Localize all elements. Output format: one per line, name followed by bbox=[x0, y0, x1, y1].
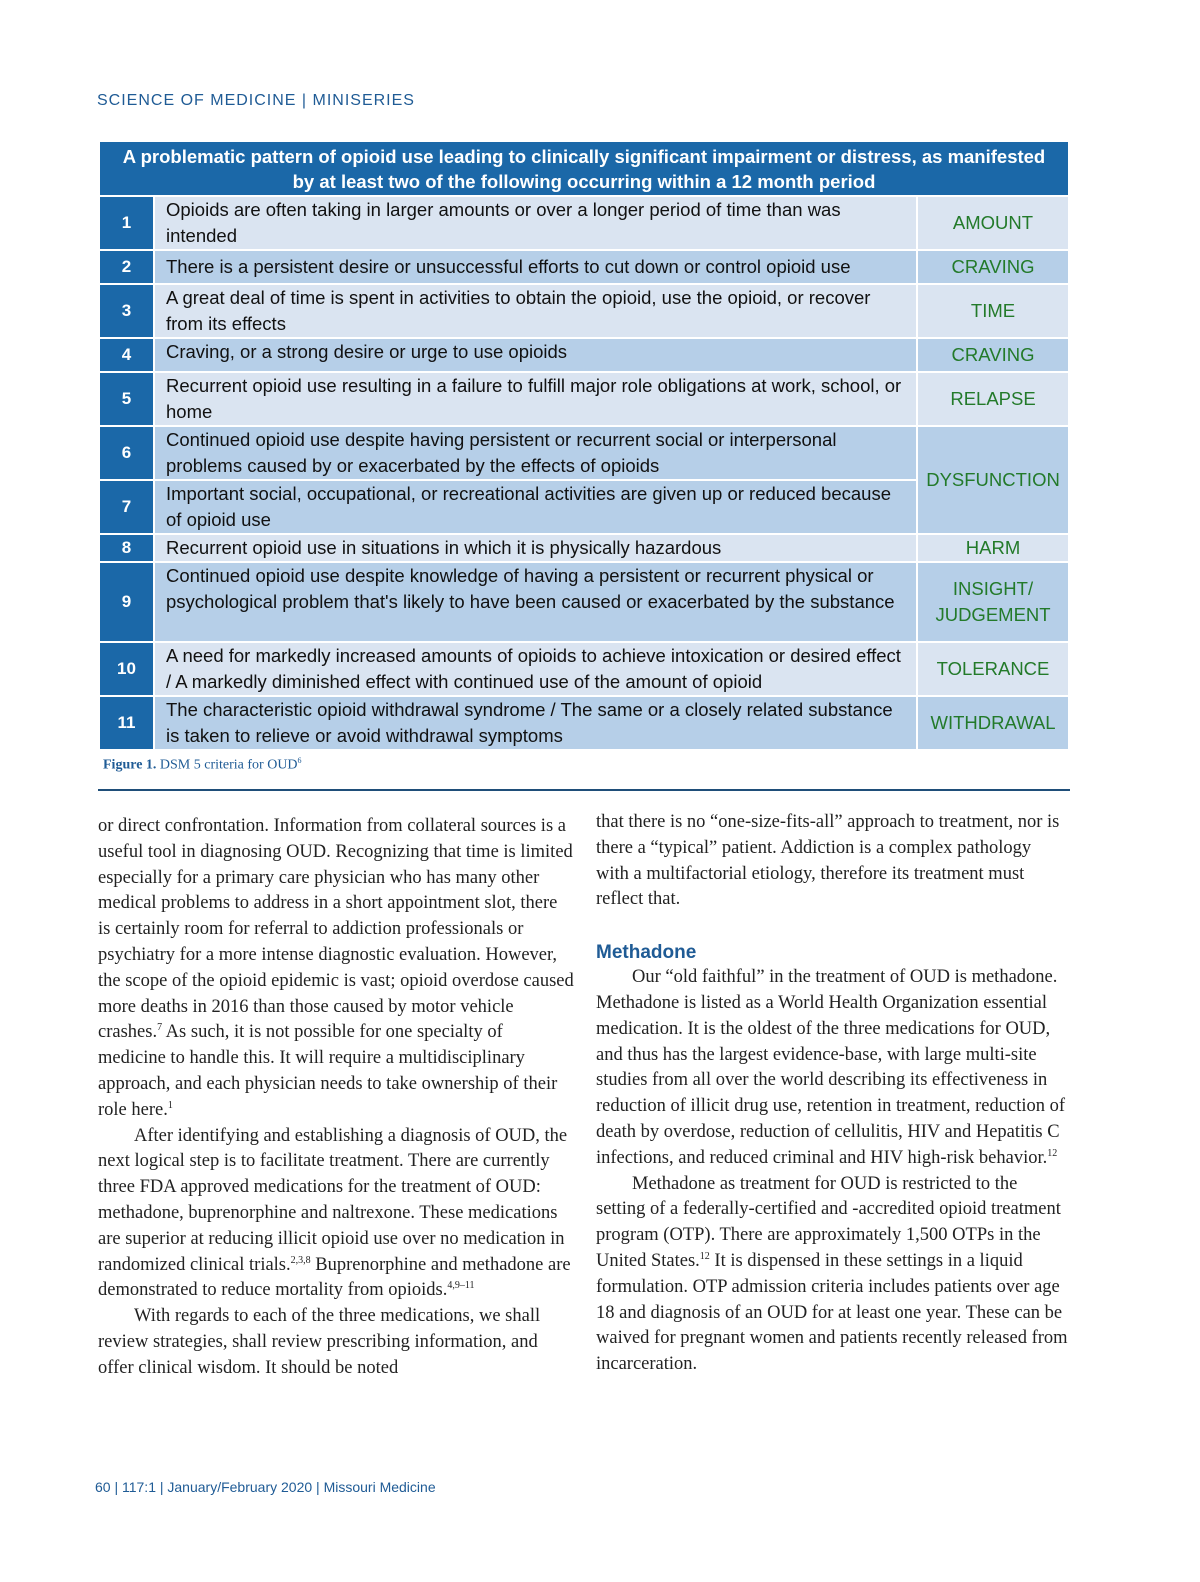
criterion-number: 7 bbox=[99, 480, 154, 534]
criterion-category: DYSFUNCTION bbox=[917, 426, 1069, 534]
paragraph bbox=[98, 814, 574, 1124]
criterion-text: Important social, occupational, or recreational activities are given up or reduced because of opioid use bbox=[154, 480, 917, 534]
table-row bbox=[99, 426, 1069, 480]
criterion-text: A great deal of time is spent in activities to obtain the opioid, use the opioid, or recover from its effects bbox=[154, 284, 917, 338]
criterion-category: CRAVING bbox=[917, 250, 1069, 284]
criterion-number: 6 bbox=[99, 426, 154, 480]
criterion-text: Continued opioid use despite having persistent or recurrent social or interpersonal problems caused by or exacerbated by the effects of opioids bbox=[154, 426, 917, 480]
caption-text: DSM 5 criteria for OUD bbox=[159, 757, 298, 773]
criterion-category: INSIGHT/ JUDGEMENT bbox=[917, 562, 1069, 642]
citation: 12 bbox=[699, 1250, 710, 1262]
text-span: Our “old faithful” in the treatment of OUD is methadone. Methadone is listed as a World Health Organization essential medication. It is the oldest of the three medications for OUD, and thus has the largest evidence-base, with large multi-site studies from all over the world describing its effectiveness in reduction of illicit drug use, retention in treatment, reduction of death by overdose, reduction of cellulitis, HIV and Hepatitis C infections, and reduced criminal and HIV high-risk behavior. bbox=[596, 967, 1066, 1168]
left-column bbox=[98, 814, 574, 1382]
criterion-category: TIME bbox=[917, 284, 1069, 338]
criterion-number: 1 bbox=[99, 196, 154, 250]
table-row bbox=[99, 696, 1069, 750]
table-header-row bbox=[99, 141, 1069, 196]
section-heading: Methadone bbox=[596, 942, 697, 964]
criterion-text: There is a persistent desire or unsuccessful efforts to cut down or control opioid use bbox=[154, 250, 917, 284]
criterion-text: Recurrent opioid use in situations in which it is physically hazardous bbox=[154, 534, 917, 562]
page-footer: 60 | 117:1 | January/February 2020 | Missouri Medicine bbox=[95, 1479, 436, 1495]
paragraph bbox=[98, 1124, 574, 1305]
text-span: or direct confrontation. Information from collateral sources is a useful tool in diagnosing OUD. Recognizing that time is limited especially for a primary care physician who has many other medical problems to address in a short appointment slot, there is certainly room for referral to addiction professionals or psychiatry for a more intense diagnostic evaluation. However, the scope of the opioid epidemic is vast; opioid overdose caused more deaths in 2016 than those caused by motor vehicle crashes. bbox=[98, 816, 574, 1043]
citation: 2,3,8 bbox=[290, 1254, 311, 1266]
text-span: Methadone as treatment for OUD is restricted to the setting of a federally-certified and -accredited opioid treatment program (OTP). There are approximately 1,500 OTPs in the United States. bbox=[596, 1173, 1061, 1271]
table-row bbox=[99, 642, 1069, 696]
criterion-category: HARM bbox=[917, 534, 1069, 562]
criterion-text: Opioids are often taking in larger amounts or over a longer period of time than was intended bbox=[154, 196, 917, 250]
right-column bbox=[596, 810, 1068, 1378]
criterion-number: 8 bbox=[99, 534, 154, 562]
text-span: Buprenorphine and methadone are demonstrated to reduce mortality from opioids. bbox=[98, 1254, 571, 1301]
paragraph bbox=[596, 965, 1068, 1171]
figure-caption bbox=[103, 756, 302, 774]
text-span: After identifying and establishing a diagnosis of OUD, the next logical step is to facilitate treatment. There are currently three FDA approved medications for the treatment of OUD: methadone, buprenorphine and naltrexone. These medications are superior at reducing illicit opioid use over no medication in randomized clinical trials. bbox=[98, 1125, 568, 1275]
dsm-criteria-table bbox=[98, 140, 1070, 751]
citation: 1 bbox=[167, 1099, 173, 1111]
criterion-number: 4 bbox=[99, 338, 154, 372]
paragraph bbox=[596, 1172, 1068, 1378]
citation: 7 bbox=[157, 1022, 163, 1034]
criterion-number: 10 bbox=[99, 642, 154, 696]
criterion-text: Recurrent opioid use resulting in a failure to fulfill major role obligations at work, school, or home bbox=[154, 372, 917, 426]
criterion-category: CRAVING bbox=[917, 338, 1069, 372]
paragraph: With regards to each of the three medications, we shall review strategies, shall review prescribing information, and offer clinical wisdom. It should be noted bbox=[98, 1306, 541, 1378]
criterion-text: A need for markedly increased amounts of opioids to achieve intoxication or desired effect / A markedly diminished effect with continued use of the amount of opioid bbox=[154, 642, 917, 696]
criterion-number: 9 bbox=[99, 562, 154, 642]
table-row bbox=[99, 284, 1069, 338]
criterion-text: The characteristic opioid withdrawal syndrome / The same or a closely related substance is taken to relieve or avoid withdrawal symptoms bbox=[154, 696, 917, 750]
table-row bbox=[99, 196, 1069, 250]
criterion-number: 11 bbox=[99, 696, 154, 750]
caption-label: Figure 1. bbox=[103, 757, 157, 773]
table-row bbox=[99, 372, 1069, 426]
paragraph: that there is no “one-size-fits-all” approach to treatment, nor is there a “typical” patient. Addiction is a complex pathology with a multifactorial etiology, therefore its treatment must reflect that. bbox=[596, 812, 1060, 910]
running-head: SCIENCE OF MEDICINE | MINISERIES bbox=[97, 92, 415, 109]
section-divider bbox=[98, 789, 1070, 791]
citation: 4,9–11 bbox=[447, 1280, 475, 1292]
text-span: It is dispensed in these settings in a liquid formulation. OTP admission criteria includes patients over age 18 and diagnosis of an OUD for at least one year. These can be waived for pregnant women and patients recently released from incarceration. bbox=[596, 1250, 1068, 1375]
criterion-number: 2 bbox=[99, 250, 154, 284]
criterion-category: WITHDRAWAL bbox=[917, 696, 1069, 750]
text-span: As such, it is not possible for one specialty of medicine to handle this. It will require a multidisciplinary approach, and each physician needs to take ownership of their role here. bbox=[98, 1022, 558, 1120]
criterion-text: Continued opioid use despite knowledge of having a persistent or recurrent physical or psychological problem that's likely to have been caused or exacerbated by the substance bbox=[154, 562, 917, 642]
table-row bbox=[99, 562, 1069, 642]
table-row bbox=[99, 534, 1069, 562]
criterion-number: 3 bbox=[99, 284, 154, 338]
table-row bbox=[99, 338, 1069, 372]
criterion-text: Craving, or a strong desire or urge to use opioids bbox=[154, 338, 917, 372]
criterion-category: TOLERANCE bbox=[917, 642, 1069, 696]
table-title: A problematic pattern of opioid use leading to clinically significant impairment or distress, as manifested by at least two of the following occurring within a 12 month period bbox=[99, 141, 1069, 196]
criterion-number: 5 bbox=[99, 372, 154, 426]
caption-ref: 6 bbox=[297, 756, 302, 765]
table-row bbox=[99, 250, 1069, 284]
citation: 12 bbox=[1047, 1147, 1058, 1159]
criterion-category: AMOUNT bbox=[917, 196, 1069, 250]
criterion-category: RELAPSE bbox=[917, 372, 1069, 426]
